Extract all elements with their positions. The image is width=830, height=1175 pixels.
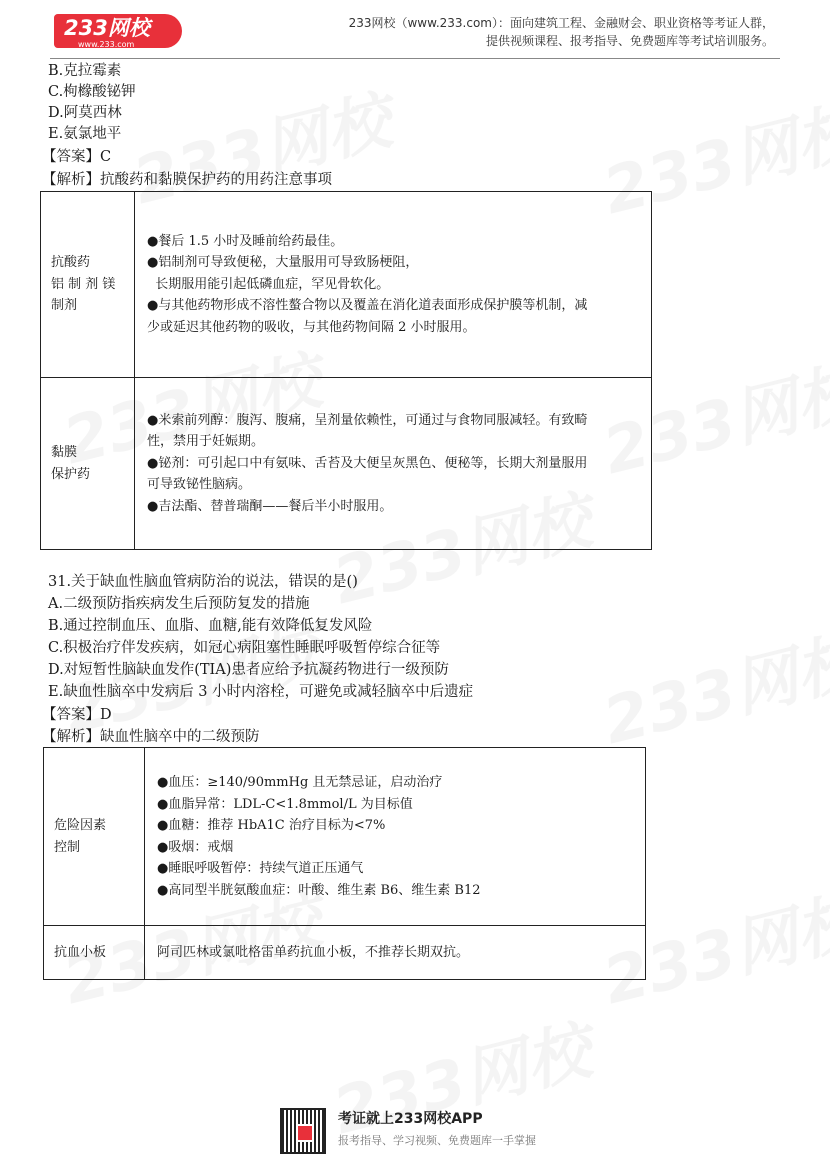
label-line: 保护药 xyxy=(51,466,91,482)
option-d: D.阿莫西林 xyxy=(48,105,122,121)
brand-logo-url: www.233.com xyxy=(78,40,135,49)
bullet-item: ●血脂异常：LDL-C<1.8mmol/L 为目标值 xyxy=(157,796,413,812)
antacid-table xyxy=(40,191,652,550)
bullet-item: 可导致铋性脑病。 xyxy=(147,477,252,493)
label-line: 黏膜 xyxy=(51,445,78,460)
bullet-item: ●血压：≥140/90mmHg 且无禁忌证，启动治疗 xyxy=(157,775,443,790)
bullet-item: 性，禁用于妊娠期。 xyxy=(147,434,265,450)
bullet-item: 阿司匹林或氯吡格雷单药抗血小板，不推荐长期双抗。 xyxy=(157,944,470,960)
brand-logo[interactable]: 233网校 xyxy=(54,14,182,48)
bullet-item: ●睡眠呼吸暂停：持续气道正压通气 xyxy=(157,861,364,876)
header-divider xyxy=(50,58,780,59)
option-a: A.二级预防指疾病发生后预防复发的措施 xyxy=(48,596,310,612)
label-line: 危险因素 xyxy=(54,818,107,833)
table-row xyxy=(44,926,646,980)
option-d: D.对短暂性脑缺血发作(TIA)患者应给予抗凝药物进行一级预防 xyxy=(48,662,449,678)
bullet-item: ●铋剂：可引起口中有氨味、舌苔及大便呈灰黑色、便秘等，长期大剂量服用 xyxy=(147,455,588,471)
question-stem: 31.关于缺血性脑血管病防治的说法，错误的是() xyxy=(48,574,358,590)
table-row xyxy=(41,378,652,550)
row-label xyxy=(44,748,145,926)
bullet-item: ●米索前列醇：腹泻、腹痛，呈剂量依赖性，可通过与食物同服减轻。有致畸 xyxy=(147,412,588,428)
bullet-item: ●血糖：推荐 HbA1C 治疗目标为<7% xyxy=(157,818,386,833)
option-b: B.通过控制血压、血脂、血糖,能有效降低复发风险 xyxy=(48,618,373,634)
header-tagline xyxy=(294,14,774,50)
answer: 【答案】C xyxy=(42,149,112,165)
label-line: 抗血小板 xyxy=(54,944,107,960)
bullet-item: ●吉法酯、替普瑞酮——餐后半小时服用。 xyxy=(147,498,393,514)
header-tagline-line: 提供视频课程、报考指导、免费题库等考试培训服务。 xyxy=(485,34,774,48)
bullet-item: ●与其他药物形成不溶性螯合物以及覆盖在消化道表面形成保护膜等机制，减 xyxy=(147,298,588,314)
label-line: 铝 制 剂 镁 xyxy=(51,276,116,292)
row-content xyxy=(135,378,652,550)
footer-subtitle: 报考指导、学习视频、免费题库一手掌握 xyxy=(338,1134,536,1147)
table-row xyxy=(41,192,652,378)
watermark xyxy=(593,610,830,763)
header-tagline-line: 233网校（www.233.com）：面向建筑工程、金融财会、职业资格等考证人群， xyxy=(348,16,774,30)
bullet-item: ●吸烟：戒烟 xyxy=(157,839,234,855)
label-line: 控制 xyxy=(54,839,81,855)
option-b: B.克拉霉素 xyxy=(48,63,122,79)
analysis-heading: 【解析】缺血性脑卒中的二级预防 xyxy=(42,729,260,745)
bullet-item: 长期服用能引起低磷血症，罕见骨软化。 xyxy=(147,276,390,292)
qr-logo-icon xyxy=(296,1124,314,1142)
option-c: C.枸橼酸铋钾 xyxy=(48,84,136,100)
row-label xyxy=(41,192,135,378)
page-header xyxy=(0,0,830,58)
bullet-item: ●餐后 1.5 小时及睡前给药最佳。 xyxy=(147,233,344,249)
table-row xyxy=(44,748,646,926)
answer: 【答案】D xyxy=(42,707,112,723)
row-content xyxy=(145,748,646,926)
bullet-item: ●铝制剂可导致便秘，大量服用可导致肠梗阻， xyxy=(147,255,419,271)
page-footer xyxy=(0,1100,830,1175)
footer-title: 考证就上233网校APP xyxy=(338,1111,483,1127)
option-e: E.缺血性脑卒中发病后 3 小时内溶栓，可避免或减轻脑卒中后遗症 xyxy=(48,684,474,700)
row-content xyxy=(145,926,646,980)
option-e: E.氨氯地平 xyxy=(48,126,122,142)
bullet-item: ●高同型半胱氨酸血症：叶酸、维生素 B6、维生素 B12 xyxy=(157,882,481,898)
label-line: 抗酸药 xyxy=(51,255,91,271)
bullet-item: 少或延迟其他药物的吸收，与其他药物间隔 2 小时服用。 xyxy=(147,319,476,335)
row-label xyxy=(41,378,135,550)
row-label xyxy=(44,926,145,980)
label-line: 制剂 xyxy=(51,298,78,314)
stroke-prevention-table xyxy=(43,747,646,980)
row-content xyxy=(135,192,652,378)
analysis-heading: 【解析】抗酸药和黏膜保护药的用药注意事项 xyxy=(42,172,332,188)
option-c: C.积极治疗伴发疾病，如冠心病阻塞性睡眠呼吸暂停综合征等 xyxy=(48,640,441,656)
